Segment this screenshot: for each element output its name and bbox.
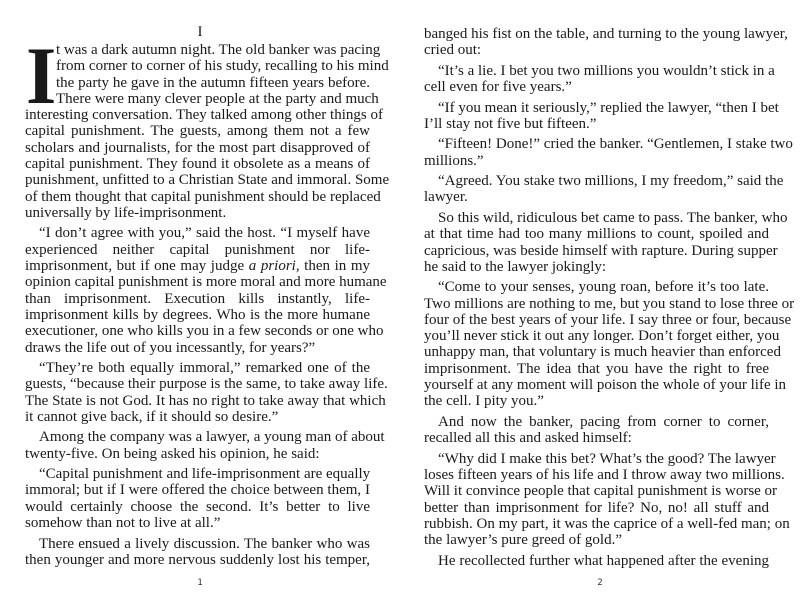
paragraph bbox=[424, 136, 793, 169]
text-line: “They’re both equally immoral,” remarked one of the bbox=[39, 360, 370, 377]
paragraph bbox=[25, 536, 370, 569]
text-line: I’ll stay not five but fifteen.” bbox=[424, 115, 597, 132]
chapter-heading: I bbox=[197, 24, 203, 40]
text-line: executioner, one who kills you in a few seconds or one who bbox=[25, 323, 384, 340]
text-line: of them thought that capital punishment should be replaced bbox=[25, 188, 381, 205]
text-line: “Why did I make this bet? What’s the good? The lawyer bbox=[438, 450, 776, 467]
paragraph bbox=[25, 30, 390, 221]
text-line: he said to the lawyer jokingly: bbox=[424, 258, 607, 275]
text-line: it cannot give back, if it should so desire.” bbox=[25, 408, 279, 425]
text-line: “Fifteen! Done!” cried the banker. “Gentlemen, I stake two bbox=[438, 136, 793, 153]
text-line: opinion capital punishment is more moral and more humane bbox=[25, 274, 387, 291]
paragraph bbox=[424, 279, 795, 410]
text-line: experienced neither capital punishment nor life- bbox=[25, 241, 370, 258]
paragraph bbox=[25, 360, 388, 425]
page-right bbox=[400, 0, 800, 600]
paragraph bbox=[424, 414, 769, 447]
text-line: “If you mean it seriously,” replied the lawyer, “then I bet bbox=[438, 99, 779, 116]
paragraph bbox=[424, 553, 769, 569]
paragraph bbox=[424, 62, 775, 96]
text-line: And now the banker, pacing from corner to corner, bbox=[438, 413, 769, 430]
text-line: lawyer. bbox=[424, 189, 468, 206]
text-line: t was a dark autumn night. The old banker was pacing bbox=[56, 42, 381, 58]
text-line: guests, “because their purpose is the same, to take away life. bbox=[25, 376, 388, 393]
text-line: imprisonment, but if one may judge a priori, then in my bbox=[25, 258, 371, 275]
text-line: you’ll never stick it out any longer. Don’t forget either, you bbox=[424, 328, 780, 345]
text-line: at that time had too many millions to count, spoiled and bbox=[424, 226, 769, 243]
paragraph bbox=[25, 466, 370, 531]
text-line: the cell. I pity you.” bbox=[424, 393, 544, 410]
text-line: “Agreed. You stake two millions, I my freedom,” said the bbox=[438, 173, 784, 190]
page-number: 1 bbox=[197, 578, 203, 588]
paragraph bbox=[424, 173, 784, 206]
text-line: from corner to corner of his study, recalling to his mind bbox=[56, 58, 389, 75]
text-line: loses fifteen years of his life and I throw away two millions. bbox=[424, 466, 785, 483]
text-line: punishment, unfitted to a Christian State and immoral. Some bbox=[25, 172, 390, 189]
text-line: There were many clever people at the party and much bbox=[56, 90, 379, 107]
text-line: universally by life-imprisonment. bbox=[25, 204, 227, 221]
text-line: capricious, was beside himself with rapture. During supper bbox=[424, 242, 778, 259]
text-line: banged his fist on the table, and turning to the young lawyer, bbox=[424, 26, 788, 42]
drop-cap: I bbox=[26, 30, 57, 121]
page-number: 2 bbox=[597, 578, 603, 588]
text-line: four of the best years of your life. I say three or four, because bbox=[424, 311, 792, 328]
text-line: millions.” bbox=[424, 152, 484, 169]
text-line: “Capital punishment and life-imprisonment are equally bbox=[39, 466, 371, 483]
text-line: the lawyer’s pure greed of gold.” bbox=[424, 532, 622, 549]
text-line: capital punishment. The guests, among them not a few bbox=[25, 123, 370, 140]
text-line: interesting conversation. They talked among other things of bbox=[25, 107, 383, 124]
text-line: unhappy man, that voluntary is much heavier than enforced bbox=[424, 344, 781, 361]
text-line: imprisonment. The idea that you have the right to free bbox=[424, 360, 769, 377]
text-line: scholars and journalists, for the most part disapproved of bbox=[25, 139, 370, 156]
text-line: imprisonment kills by degrees. Who is the more humane bbox=[25, 306, 370, 323]
paragraph bbox=[25, 225, 387, 356]
text-line: rubbish. On my part, it was the caprice of a well-fed man; on bbox=[424, 515, 790, 532]
text-line: He recollected further what happened after the evening bbox=[438, 552, 769, 569]
text-line: yourself at any moment will poison the whole of your life in bbox=[424, 377, 787, 394]
text-line: recalled all this and asked himself: bbox=[424, 430, 632, 447]
text-line: The State is not God. It has no right to take away that which bbox=[25, 392, 386, 409]
page-text bbox=[25, 30, 390, 572]
text-line: immoral; but if I were offered the choice between them, I bbox=[25, 482, 370, 499]
page-text bbox=[424, 26, 795, 573]
text-line: So this wild, ridiculous bet came to pass. The banker, who bbox=[438, 209, 788, 226]
text-line: than imprisonment. Execution kills instantly, life- bbox=[25, 290, 370, 307]
text-line: “It’s a lie. I bet you two millions you wouldn’t stick in a bbox=[438, 62, 775, 79]
paragraph bbox=[424, 99, 779, 133]
text-line: Among the company was a lawyer, a young man of about bbox=[39, 429, 385, 446]
text-line: cried out: bbox=[424, 42, 482, 59]
text-line: There ensued a lively discussion. The banker who was bbox=[39, 535, 370, 552]
text-line: Will it convince people that capital punishment is worse or bbox=[424, 483, 778, 500]
italic-phrase: a priori bbox=[248, 258, 296, 275]
text-line: would certainly choose the second. It’s better to live bbox=[25, 498, 370, 515]
text-line: Two millions are nothing to me, but you stand to lose three or bbox=[424, 295, 795, 312]
text-line: “Come to your senses, young roan, before it’s too late. bbox=[438, 279, 769, 296]
paragraph bbox=[25, 429, 385, 462]
paragraph bbox=[424, 450, 790, 549]
paragraph bbox=[424, 209, 788, 275]
paragraph bbox=[424, 26, 788, 59]
text-line: cell even for five years.” bbox=[424, 79, 572, 96]
text-line: twenty-five. On being asked his opinion, he said: bbox=[25, 445, 320, 462]
text-line: the party he gave in the autumn fifteen years before. bbox=[56, 74, 370, 91]
text-line: somehow than not to live at all.” bbox=[25, 515, 221, 532]
text-line: “I don’t agree with you,” said the host. “I myself have bbox=[39, 225, 370, 242]
text-line: better than imprisonment for life? No, no! all stuff and bbox=[424, 499, 769, 516]
text-line: then younger and more nervous suddenly lost his temper, bbox=[25, 551, 370, 568]
text-line: draws the life out of you incessantly, for years?” bbox=[25, 339, 316, 356]
text-line: capital punishment. They found it obsolete as a means of bbox=[25, 156, 370, 173]
